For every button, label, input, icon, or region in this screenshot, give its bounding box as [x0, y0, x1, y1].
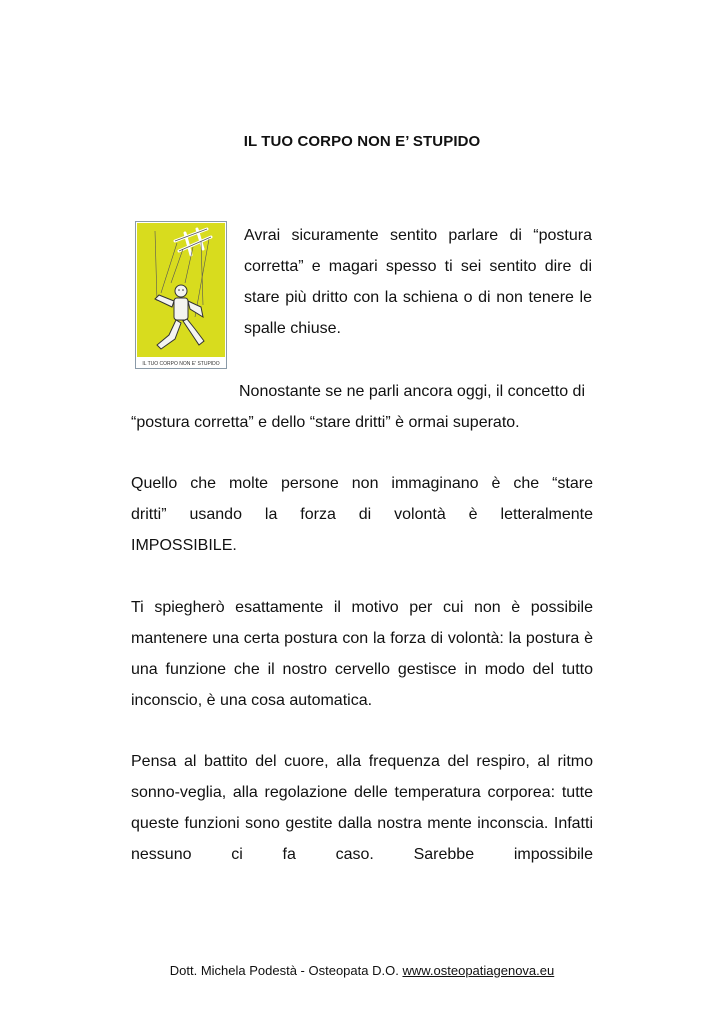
paragraph-concetto-superato: Nonostante se ne parli ancora oggi, il concetto di “postura corretta” e dello “stare dritti” è ormai superato. — [131, 383, 585, 431]
page-footer — [0, 963, 724, 978]
paragraph-postura-corretta: Avrai sicuramente sentito parlare di “postura corretta” e magari spesso ti sei sentito dire di stare più dritto con la schiena o di non tenere le spalle chiuse. — [244, 227, 592, 337]
footer-website-link[interactable]: www.osteopatiagenova.eu — [402, 963, 555, 978]
illustration-caption: IL TUO CORPO NON E' STUPIDO — [142, 361, 220, 367]
paragraph-line: IMPOSSIBILE. — [131, 537, 237, 554]
paragraph-line: Quello che molte persone non immaginano è che “stare — [131, 475, 593, 492]
puppet-illustration — [135, 221, 227, 369]
paragraph-impossibile — [131, 468, 593, 561]
footer-author: Dott. Michela Podestà - Osteopata D.O. — [169, 963, 399, 978]
paragraph-funzioni-inconsce: Pensa al battito del cuore, alla frequenza del respiro, al ritmo sonno-veglia, alla regolazione delle temperatura corporea: tutte queste funzioni sono gestite dalla nostra mente inconscia. Infatti nessuno ci fa caso. Sarebbe impossibile — [131, 753, 593, 863]
paragraph-line: dritti” usando la forza di volontà è letteralmente — [131, 506, 593, 523]
page-title: IL TUO CORPO NON E’ STUPIDO — [243, 133, 481, 150]
paragraph-motivo: Ti spiegherò esattamente il motivo per cui non è possibile mantenere una certa postura con la forza di volontà: la postura è una funzione che il nostro cervello gestisce in modo del tutto inconscio, è una cosa automatica. — [131, 599, 593, 709]
